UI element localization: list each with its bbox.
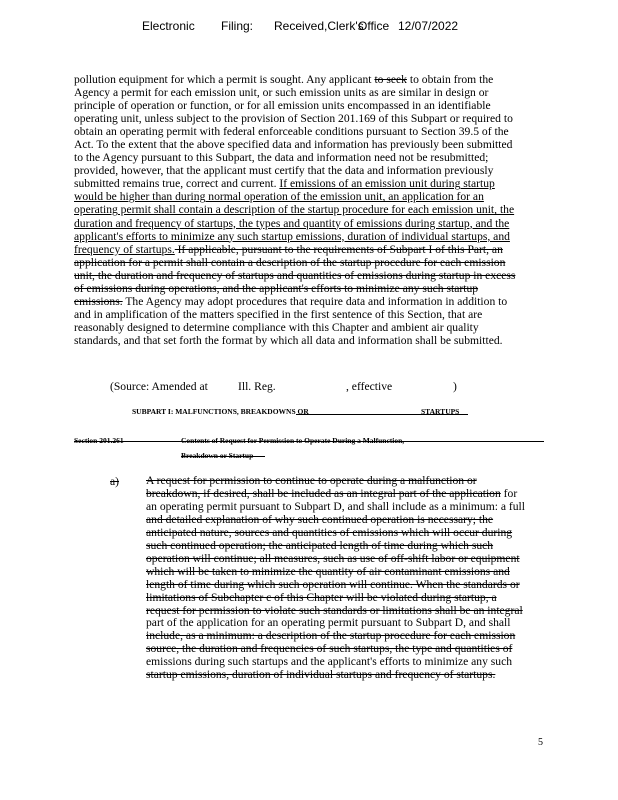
body-line: [74, 164, 582, 177]
body-text-run: to obtain from the: [406, 73, 494, 86]
item-text-run: part of the application for an operating permit pursuant to Subpart D, and shall: [146, 617, 511, 630]
body-line: [74, 308, 582, 321]
item-text-run: such continued operation; the anticipated length of time during which such: [146, 539, 494, 552]
source-reg: Ill. Reg.: [238, 380, 276, 393]
body-text-run: submitted remains true, correct and current.: [74, 177, 280, 191]
body-text-run: principle of operation or function, or for all emission units encompassed in an identifiable: [74, 99, 491, 113]
body-line: [74, 334, 582, 347]
item-line: [146, 592, 582, 605]
body-line: [74, 256, 582, 269]
section-title-line2: Breakdown or Startup: [181, 451, 254, 460]
body-text-run: would be higher than during normal operation of the emission unit, an application for an: [74, 190, 484, 204]
body-line: [74, 269, 582, 282]
item-text-run: which will be taken to minimize the quantity of air contaminant emissions and: [146, 565, 510, 578]
item-text-run: include, as a minimum: a description of the startup procedure for each emission: [146, 630, 516, 643]
item-text-run: length of time during which such operation will continue. When the standards or: [146, 578, 520, 591]
body-line: [74, 321, 582, 334]
body-line: [74, 112, 582, 125]
body-line: [74, 243, 582, 256]
body-text-run: applicant's efforts to minimize any such startup emissions, duration of individual startups, and: [74, 229, 510, 243]
item-text-run: and detailed explanation of why such continued operation is necessary; the: [146, 513, 494, 526]
item-text-run: request for permission to violate such standards or limitations shall be an integral: [146, 604, 523, 617]
body-text-run: If applicable, pursuant to the requirements of Subpart I of this Part, an: [174, 242, 503, 256]
item-text-run: emissions during such startups and the applicant's efforts to minimize any such: [146, 656, 513, 669]
body-line: [74, 230, 582, 243]
body-text-run: pollution equipment for which a permit is sought. Any applicant: [74, 73, 375, 86]
body-text-run: obtain an operating permit with federal enforceable conditions pursuant to Section 39.5 of the: [74, 125, 509, 139]
subpart-title: SUBPART I: MALFUNCTIONS, BREAKDOWNS OR: [132, 407, 309, 416]
item-line: [146, 643, 582, 656]
subpart-title-end: STARTUPS: [421, 407, 460, 416]
section-title-line1: Contents of Request for Permission to Operate During a Malfunction,: [181, 436, 405, 445]
body-line: [74, 99, 582, 112]
body-text-run: Agency a permit for each emission unit, or such emission units as are similar in design or: [74, 86, 489, 100]
item-line: [146, 617, 582, 630]
item-line: [146, 566, 582, 579]
body-line: [74, 203, 582, 216]
item-text-run: breakdown, if desired, shall be included as an integral part of the application: [146, 487, 501, 500]
item-text-run: limitations of Subchapter c of this Chapter will be violated during startup, a: [146, 591, 497, 604]
source-close: ): [453, 380, 457, 393]
body-text-run: If emissions of an emission unit during startup: [279, 177, 495, 191]
item-text-run: source, the duration and frequencies of such startups, the type and quantities of: [146, 643, 513, 656]
body-text-run: provided, however, that the applicant must certify that the data and information previously: [74, 164, 494, 178]
header-filing: Filing:: [221, 19, 254, 33]
item-line: [146, 488, 582, 501]
header-received: Received,Clerk's: [274, 19, 364, 33]
item-a-paragraph: [146, 475, 582, 682]
body-text-run: Act. To the extent that the above specified data and information has previously been submitted: [74, 138, 513, 152]
body-text-run: unit, the duration and frequency of startups and quantities of emissions during startup in excess: [74, 268, 516, 282]
header-office: Office: [358, 19, 390, 33]
body-line: [74, 177, 582, 190]
body-paragraph: [74, 73, 582, 347]
section-strike-rule-2: [181, 456, 265, 457]
body-line: [74, 73, 582, 86]
item-line: [146, 669, 582, 682]
item-line: [146, 514, 582, 527]
body-text-run: of emissions during operations, and the applicant's efforts to minimize any such startup: [74, 281, 479, 295]
body-text-run: and in amplification of the matters specified in the first sentence of this Section, that are: [74, 307, 483, 321]
item-text-run: anticipated nature, sources and quantities of emissions which will occur during: [146, 526, 513, 539]
item-text-run: A request for permission to continue to operate during a malfunction or: [146, 475, 477, 487]
source-effective: , effective: [346, 380, 393, 393]
item-text-run: an operating permit pursuant to Subpart D, and shall include as a minimum: a full: [146, 500, 525, 513]
body-line: [74, 295, 582, 308]
body-text-run: operating permit shall contain a description of the startup procedure for each emission unit, the: [74, 203, 515, 217]
body-text-run: duration and frequency of startups, the types and quantity of emissions during startup, and the: [74, 216, 510, 230]
item-text-run: startup emissions, duration of individual startups and frequency of startups.: [146, 669, 496, 682]
item-line: [146, 475, 582, 488]
item-line: [146, 656, 582, 669]
body-text-run: standards, and that set forth the format by which all data and information shall be submitted.: [74, 333, 503, 347]
body-text-run: operating unit, unless subject to the provision of Section 201.169 of this Subpart or required to: [74, 112, 513, 126]
item-text-run: operation will continue; all measures, such as use of off-shift labor or equipment: [146, 552, 520, 565]
body-text-run: The Agency may adopt procedures that require data and information in addition to: [122, 294, 508, 308]
body-line: [74, 151, 582, 164]
body-text-run: application for a permit shall contain a description of the startup procedure for each emission: [74, 255, 506, 269]
body-line: [74, 217, 582, 230]
header-electronic: Electronic: [142, 19, 195, 33]
item-line: [146, 630, 582, 643]
body-text-run: emissions.: [74, 294, 123, 308]
item-line: [146, 553, 582, 566]
item-line: [146, 579, 582, 592]
item-line: [146, 605, 582, 618]
page-number: 5: [538, 737, 543, 748]
body-line: [74, 86, 582, 99]
section-number: Section 201.261: [74, 436, 124, 445]
item-line: [146, 501, 582, 514]
body-text-run: reasonably designed to determine compliance with this Chapter and ambient air quality: [74, 320, 479, 334]
body-line: [74, 125, 582, 138]
item-line: [146, 540, 582, 553]
subpart-strike-rule: [296, 414, 468, 415]
item-label: a): [110, 475, 120, 488]
body-line: [74, 138, 582, 151]
header-date: 12/07/2022: [398, 19, 459, 33]
body-line: [74, 190, 582, 203]
body-text-run: frequency of startups.: [74, 242, 175, 256]
source-label: (Source: Amended at: [110, 380, 208, 393]
item-line: [146, 527, 582, 540]
body-text-run: to seek: [374, 73, 407, 86]
item-text-run: for: [500, 487, 518, 500]
body-line: [74, 282, 582, 295]
section-strike-rule: [74, 441, 544, 442]
body-text-run: to the Agency pursuant to this Subpart, the data and information need not be resubmitted;: [74, 151, 489, 165]
